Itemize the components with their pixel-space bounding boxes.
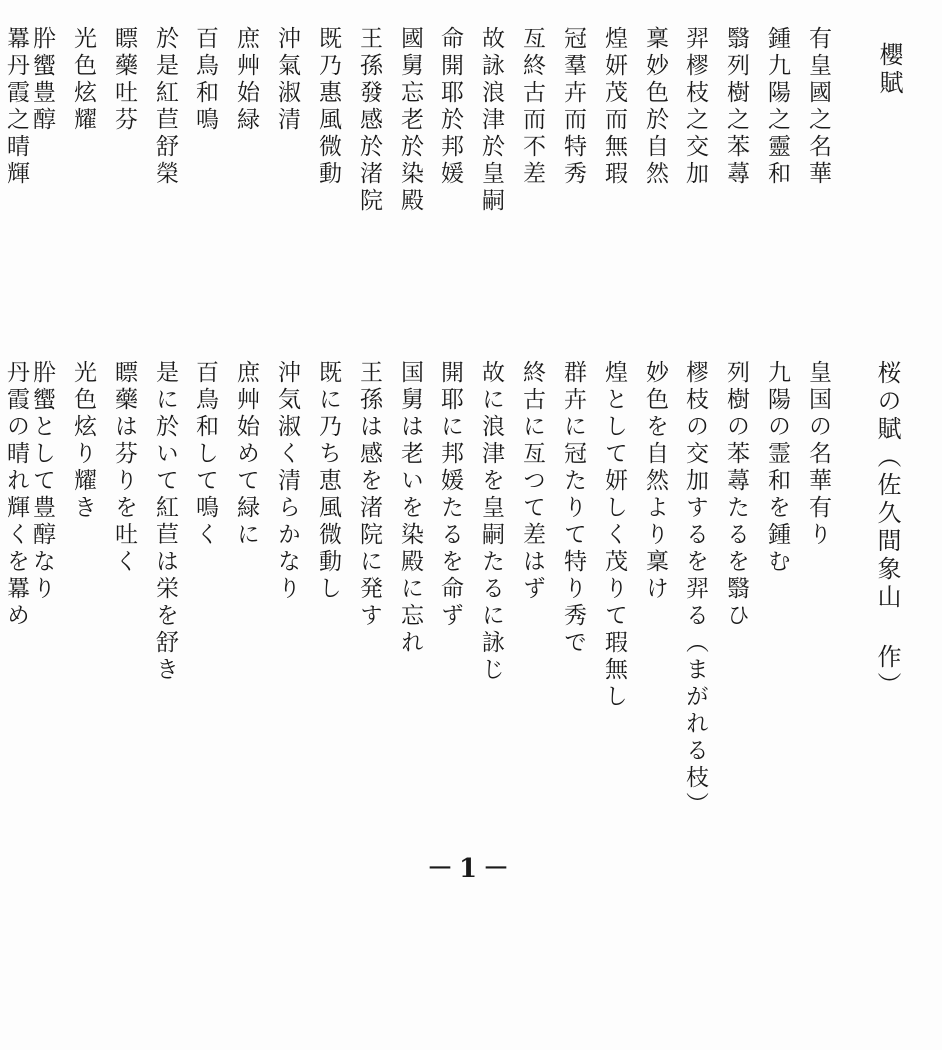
original-line: 百鳥和鳴: [192, 26, 218, 134]
reading-line: 国舅は老いを染殿に忘れ: [397, 360, 423, 657]
page-number: －1－: [426, 854, 516, 884]
reading-line: 瞟藥は芬りを吐く: [111, 360, 137, 576]
reading-line: 九陽の霊和を鍾む: [764, 360, 790, 576]
original-line: 有皇國之名華: [805, 26, 831, 188]
original-line: 冠羣卉而特秀: [560, 26, 586, 188]
original-line: 肸蠁豊醇: [29, 26, 55, 134]
reading-line: 群卉に冠たりて特り秀で: [560, 360, 586, 657]
reading-line: 是に於いて紅苣は栄を舒き: [152, 360, 178, 684]
original-line: 王孫發感於渚院: [356, 26, 382, 215]
reading-line: 肸蠁として豊醇なり: [29, 360, 55, 603]
original-line: 瞟藥吐芬: [111, 26, 137, 134]
reading-line: 光色炫り耀き: [70, 360, 96, 522]
original-line: 羃丹霞之晴輝: [3, 26, 29, 188]
original-line: 於是紅苣舒榮: [152, 26, 178, 188]
reading-title: 桜の賦（佐久間象山 作）: [873, 360, 901, 700]
original-line: 光色炫耀: [70, 26, 96, 134]
original-title: 櫻賦: [875, 42, 903, 98]
reading-line: 沖気淑く清らかなり: [274, 360, 300, 603]
reading-line: 王孫は感を渚院に発す: [356, 360, 382, 630]
reading-line: 終古に亙つて差はず: [519, 360, 545, 603]
reading-line: 列樹の苯蕁たるを翳ひ: [723, 360, 749, 630]
reading-line: 丹霞の晴れ輝くを羃め: [3, 360, 29, 630]
original-line: 羿樛枝之交加: [682, 26, 708, 188]
reading-line: 皇国の名華有り: [805, 360, 831, 549]
original-line: 翳列樹之苯蕁: [723, 26, 749, 188]
reading-line: 既に乃ち恵風微動し: [315, 360, 341, 603]
reading-line: 煌として妍しく茂りて瑕無し: [601, 360, 627, 711]
reading-line: 庶艸始めて緑に: [233, 360, 259, 549]
reading-line: 樛枝の交加するを羿る（まがれる枝）: [682, 360, 708, 819]
reading-line: 百鳥和して鳴く: [192, 360, 218, 549]
original-line: 煌妍茂而無瑕: [601, 26, 627, 188]
reading-line: 開耶に邦媛たるを命ず: [437, 360, 463, 630]
original-line: 故詠浪津於皇嗣: [478, 26, 504, 215]
reading-line: 妙色を自然より稟け: [642, 360, 668, 603]
original-line: 命開耶於邦媛: [437, 26, 463, 188]
original-line: 沖氣淑清: [274, 26, 300, 134]
original-line: 稟妙色於自然: [642, 26, 668, 188]
reading-line: 故に浪津を皇嗣たるに詠じ: [478, 360, 504, 684]
original-line: 庶艸始緑: [233, 26, 259, 134]
original-line: 鍾九陽之靈和: [764, 26, 790, 188]
original-line: 既乃惠風微動: [315, 26, 341, 188]
original-line: 國舅忘老於染殿: [397, 26, 423, 215]
original-line: 亙終古而不差: [519, 26, 545, 188]
